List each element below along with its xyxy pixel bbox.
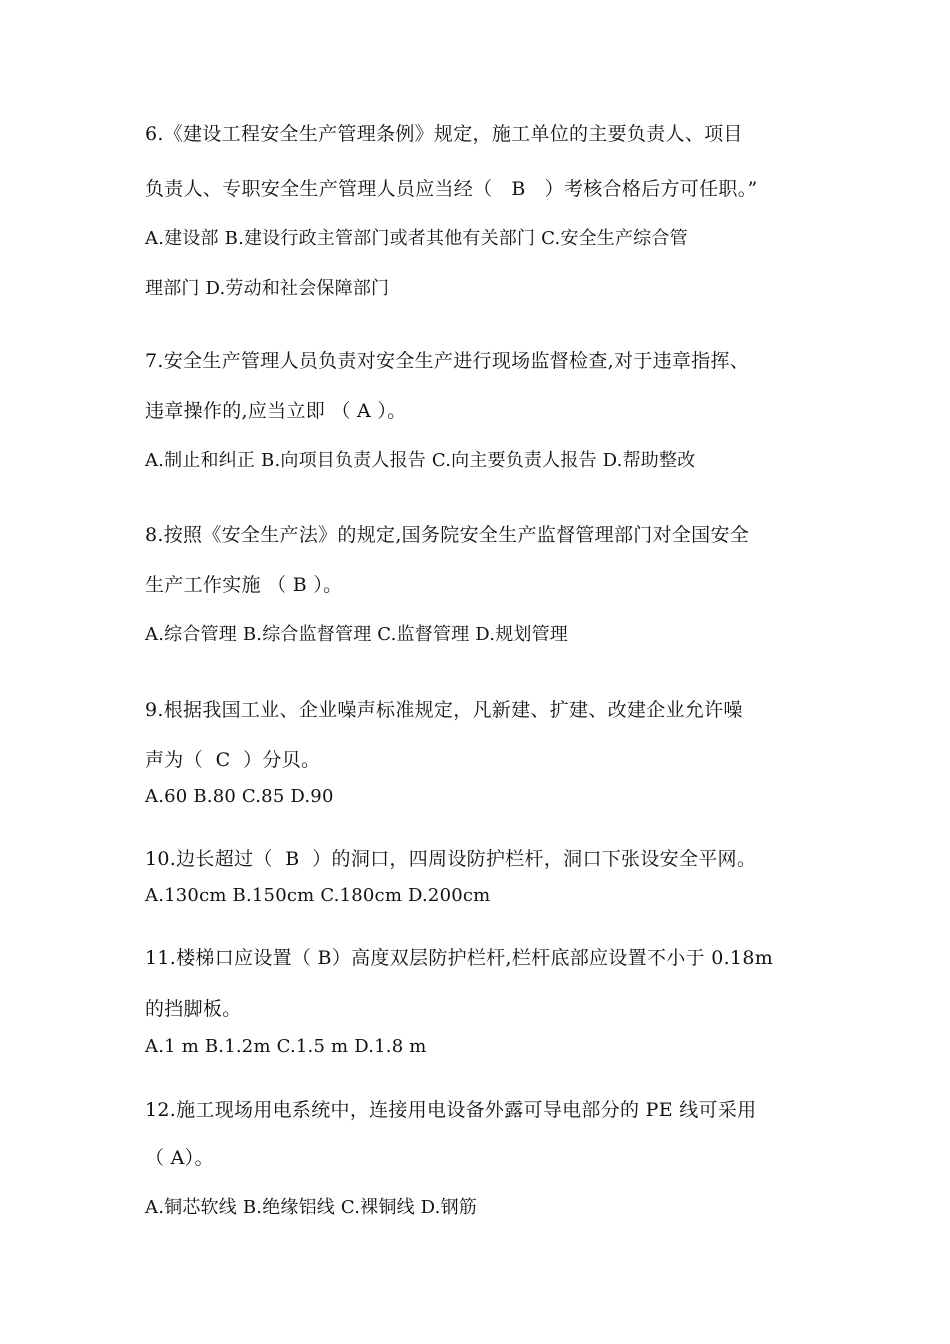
question-7-line-1: 7.安全生产管理人员负责对安全生产进行现场监督检查,对于违章指挥、 [145,350,750,372]
question-10-options: A.130cm B.150cm C.180cm D.200cm [145,885,491,906]
question-7-line-2: 违章操作的,应当立即 （ A ）。 [145,400,407,422]
question-6-line-1: 6.《建设工程安全生产管理条例》规定，施工单位的主要负责人、项目 [145,123,743,145]
question-12-options: A.铜芯软线 B.绝缘铝线 C.裸铜线 D.钢筋 [145,1197,477,1218]
question-7-options: A.制止和纠正 B.向项目负责人报告 C.向主要负责人报告 D.帮助整改 [145,450,696,471]
question-6-options-line-1: A.建设部 B.建设行政主管部门或者其他有关部门 C.安全生产综合管 [145,228,688,249]
question-11-line-1: 11.楼梯口应设置（ B）高度双层防护栏杆,栏杆底部应设置不小于 0.18m [145,947,774,969]
question-9-line-2: 声为（ C ）分贝。 [145,749,321,771]
question-9-options: A.60 B.80 C.85 D.90 [145,786,334,807]
question-8-options: A.综合管理 B.综合监督管理 C.监督管理 D.规划管理 [145,624,568,645]
question-10-line-1: 10.边长超过（ B ）的洞口，四周设防护栏杆，洞口下张设安全平网。 [145,848,757,870]
question-12-line-1: 12.施工现场用电系统中，连接用电设备外露可导电部分的 PE 线可采用 [145,1099,757,1121]
question-8-line-1: 8.按照《安全生产法》的规定,国务院安全生产监督管理部门对全国安全 [145,524,750,546]
question-11-options: A.1 m B.1.2m C.1.5 m D.1.8 m [145,1036,427,1057]
question-11-line-2: 的挡脚板。 [145,998,242,1020]
question-12-line-2: （ A）。 [145,1147,214,1169]
question-9-line-1: 9.根据我国工业、企业噪声标准规定，凡新建、扩建、改建企业允许噪 [145,699,743,721]
question-8-line-2: 生产工作实施 （ B ）。 [145,574,343,596]
question-6-options-line-2: 理部门 D.劳动和社会保障部门 [145,278,390,299]
question-6-line-2: 负责人、专职安全生产管理人员应当经（ B ）考核合格后方可任职。” [145,178,758,200]
